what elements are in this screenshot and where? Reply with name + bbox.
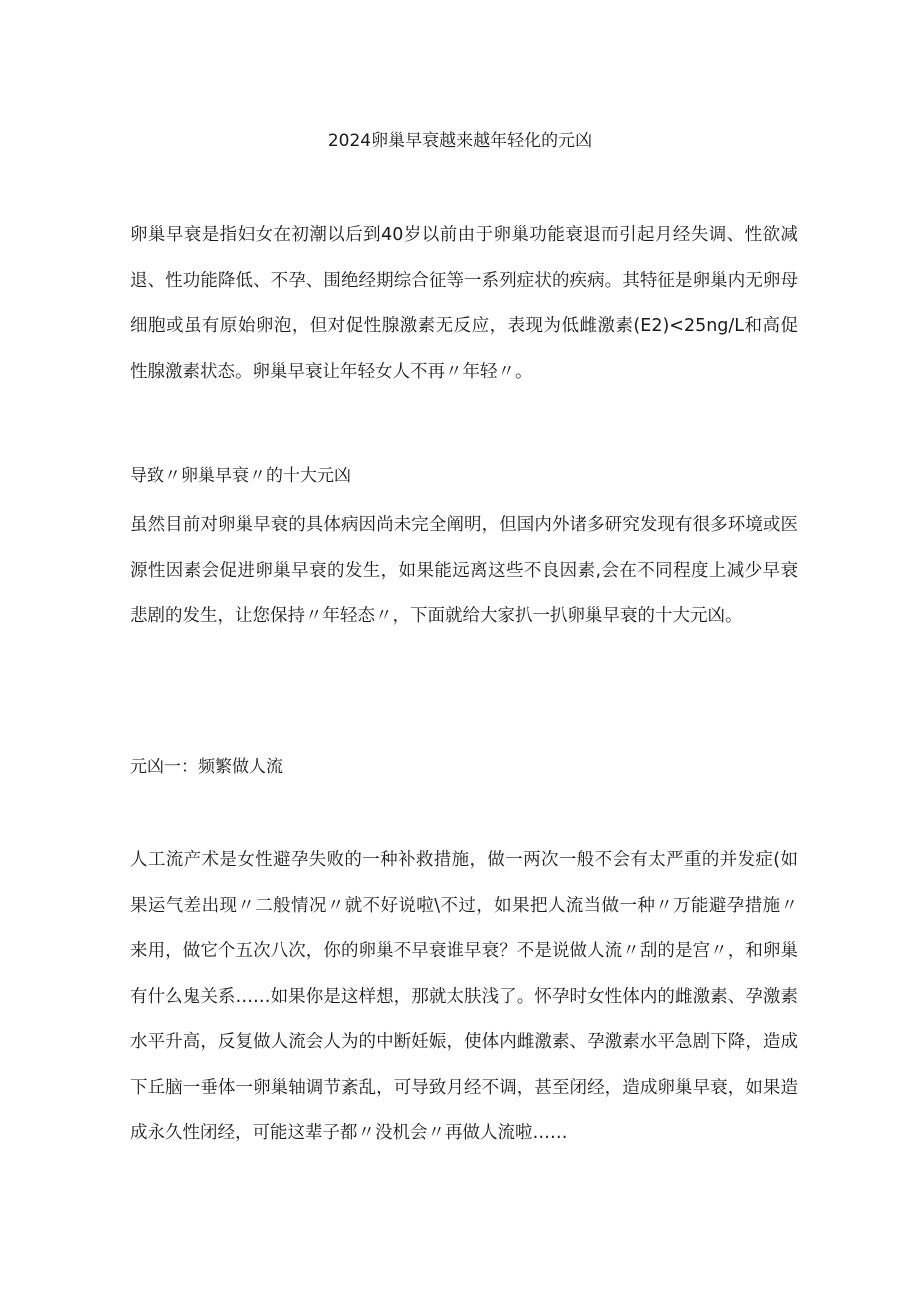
- cause-one-paragraph: 人工流产术是女性避孕失败的一种补救措施，做一两次一般不会有太严重的并发症(如果运气差出现〃二般情况〃就不好说啦\不过，如果把人流当做一种〃万能避孕措施〃来用，做它个五次八次，你的卵巢不早衰谁早衰？不是说做人流〃刮的是宫〃，和卵巢有什么鬼关系……如果你是这样想，那就太肤浅了。怀孕时女性体内的雌激素、孕激素水平升高，反复做人流会人为的中断妊娠，使体内雌激素、孕激素水平急剧下降，造成下丘脑一垂体一卵巢轴调节紊乱，可导致月经不调，甚至闭经，造成卵巢早衰，如果造成永久性闭经，可能这辈子都〃没机会〃再做人流啦……: [130, 850, 798, 1143]
- section-heading: 导致〃卵巢早衰〃的十大元凶: [130, 466, 351, 486]
- document-title: 2024卵巢早衰越来越年轻化的元凶: [327, 131, 593, 151]
- cause-one-heading: 元凶一：频繁做人流: [130, 757, 283, 777]
- section-paragraph: 虽然目前对卵巢早衰的具体病因尚未完全阐明，但国内外诸多研究发现有很多环境或医源性因素会促进卵巢早衰的发生，如果能远离这些不良因素,会在不同程度上减少早衰悲剧的发生，让您保持〃年轻态〃，下面就给大家扒一扒卵巢早衰的十大元凶。: [130, 515, 798, 626]
- intro-paragraph: 卵巢早衰是指妇女在初潮以后到40岁以前由于卵巢功能衰退而引起月经失调、性欲减退、性功能降低、不孕、围绝经期综合征等一系列症状的疾病。其特征是卵巢内无卵母细胞或虽有原始卵泡，但对促性腺激素无反应，表现为低雌激素(E2)<25ng/L和高促性腺激素状态。卵巢早衰让年轻女人不再〃年轻〃。: [130, 225, 798, 382]
